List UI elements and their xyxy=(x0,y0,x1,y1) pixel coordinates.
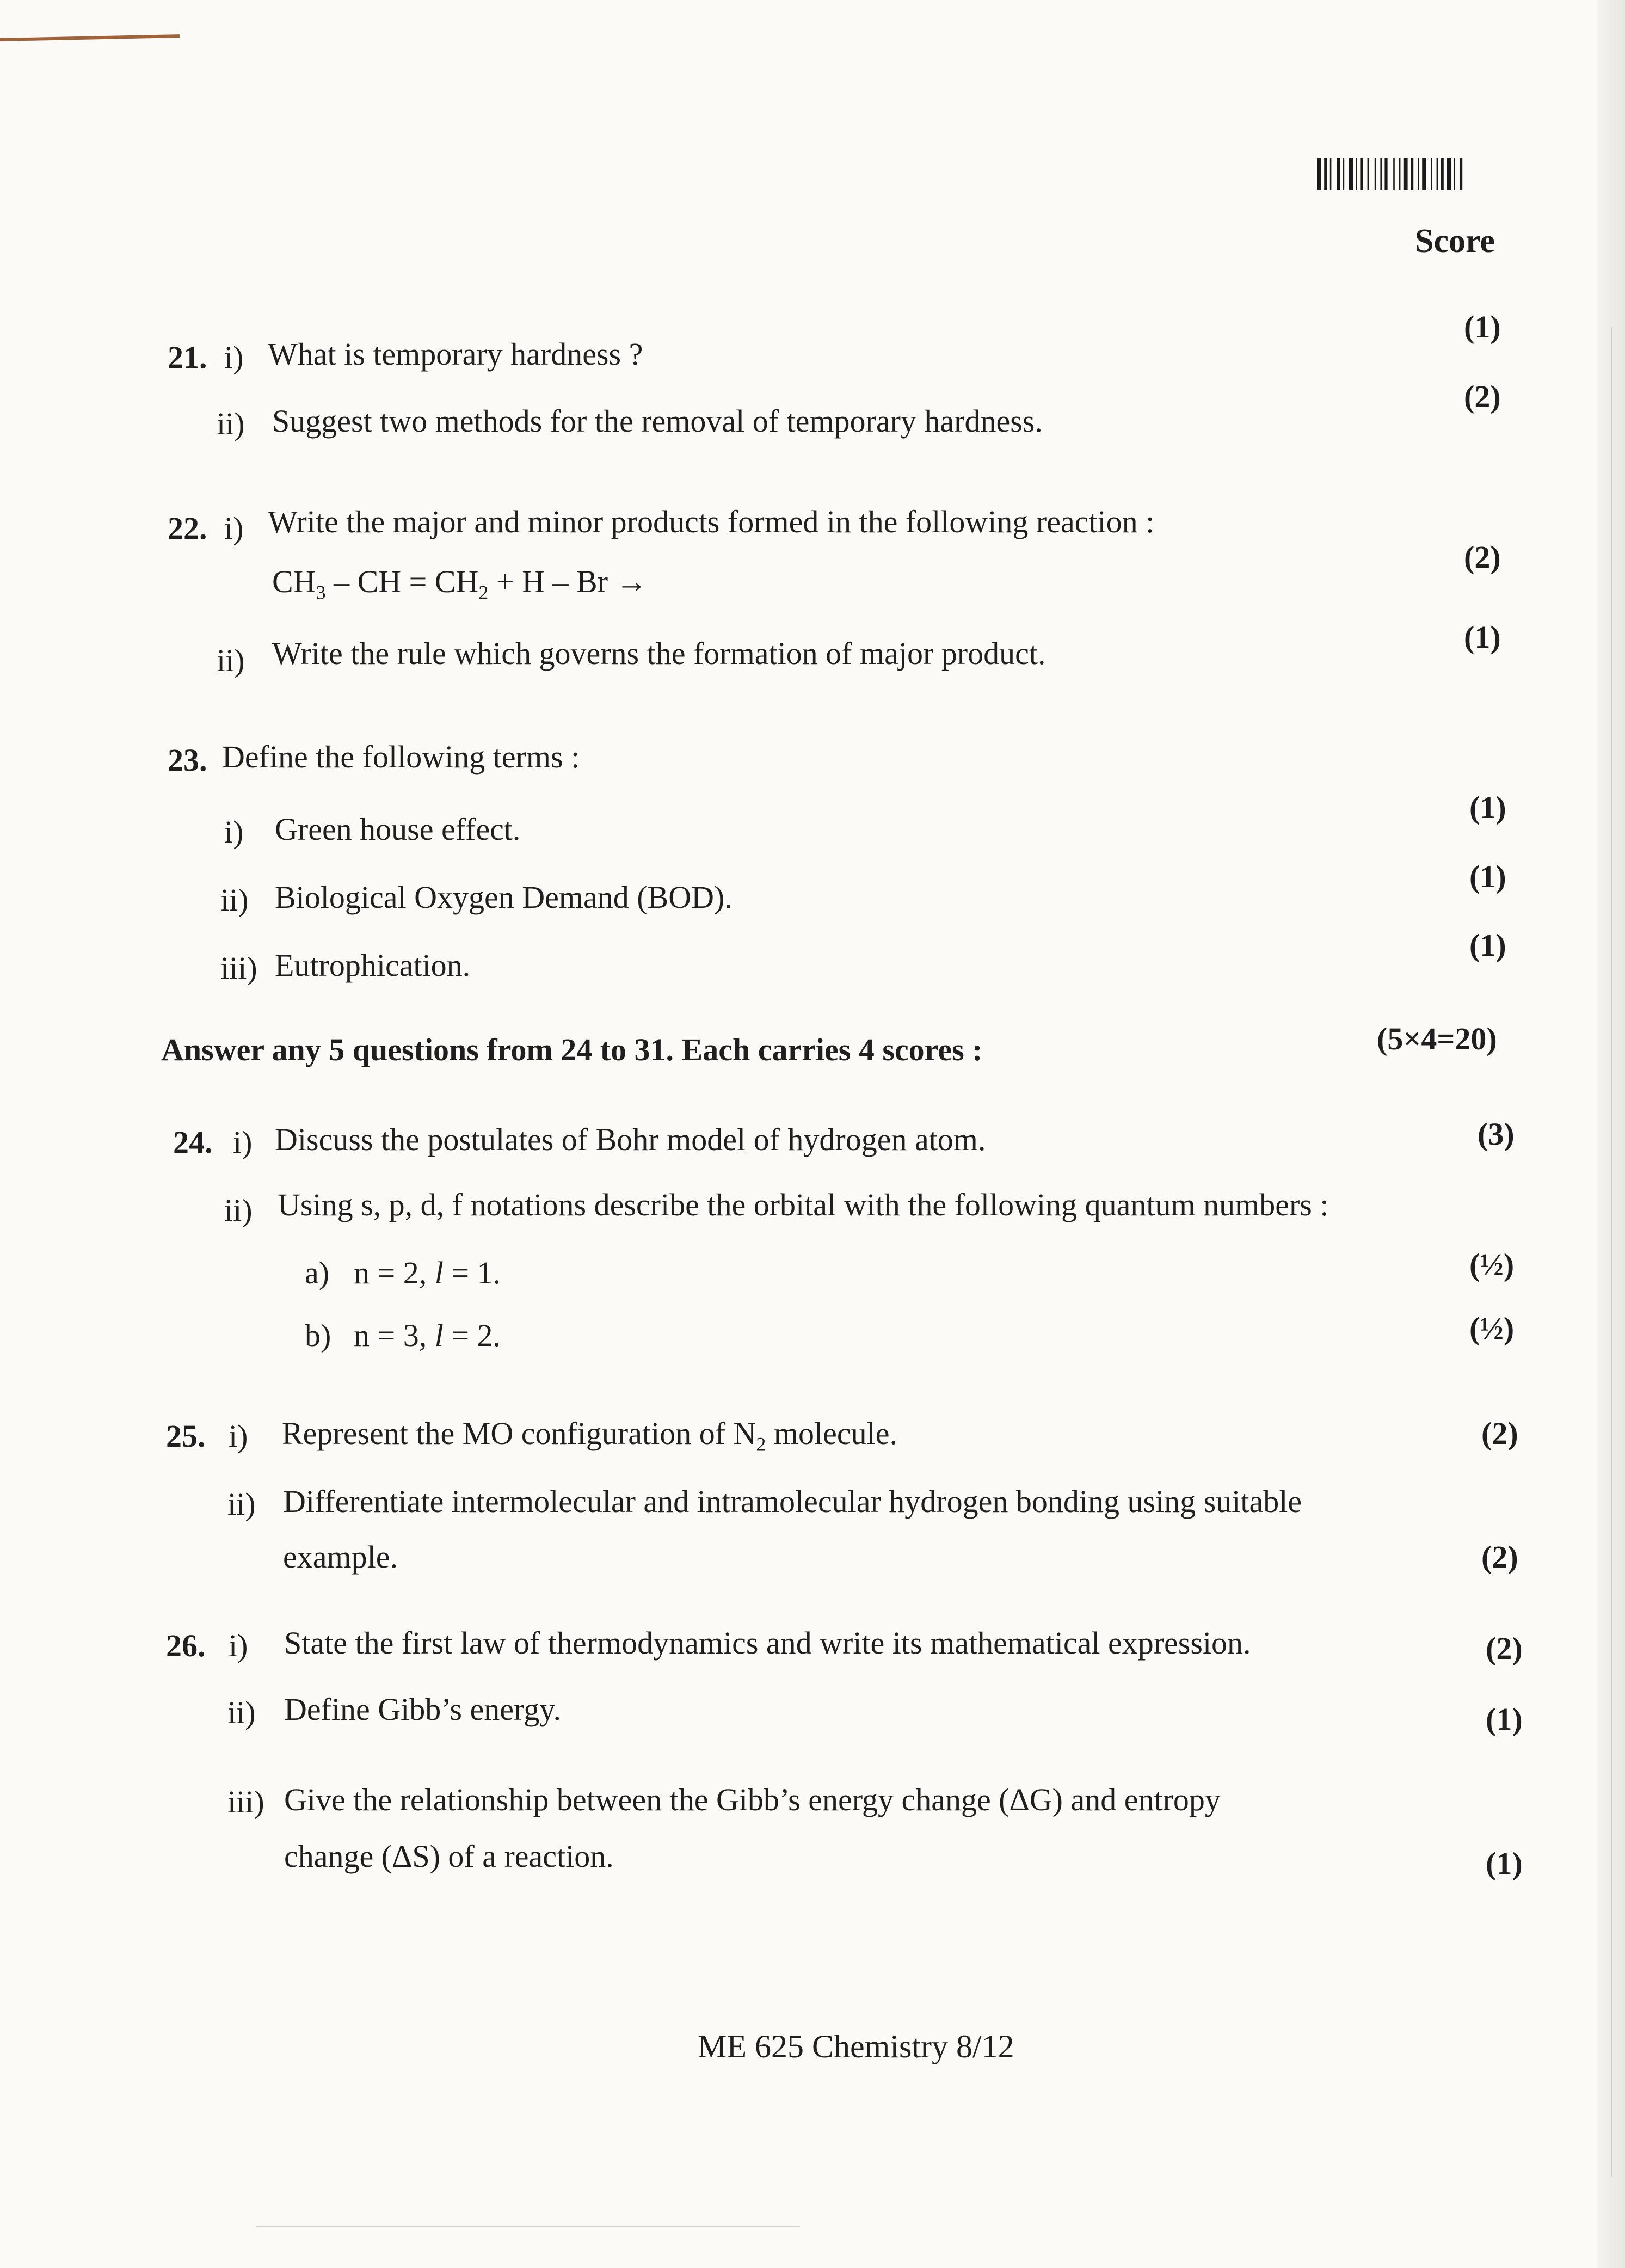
eq-sub-2: 2 xyxy=(478,581,489,604)
q23-item-1-label: i) xyxy=(224,814,244,850)
q22-number: 22. xyxy=(168,511,207,546)
q26-i-text: State the first law of thermodynamics and write its mathematical expression. xyxy=(284,1625,1251,1661)
q24-a-n: n = 2, xyxy=(354,1255,435,1290)
q24-a-rest: = 1. xyxy=(443,1255,501,1290)
q26-iii-text-1: Give the relationship between the Gibb’s energy change (ΔG) and entropy xyxy=(284,1782,1221,1817)
q24-a-label: a) xyxy=(305,1255,330,1290)
q24-b-score: (½) xyxy=(1469,1311,1515,1346)
q24-b-n: n = 3, xyxy=(354,1318,435,1353)
q23-item-3-text: Eutrophication. xyxy=(275,948,471,983)
q24-b-label: b) xyxy=(305,1318,331,1353)
q25-ii-text-1: Differentiate intermolecular and intramolecular hydrogen bonding using suitable xyxy=(283,1484,1302,1519)
eq-ch-mid: – CH = CH xyxy=(325,564,479,599)
q26-iii-label: iii) xyxy=(227,1784,264,1820)
q25-i-sub: 2 xyxy=(756,1433,766,1455)
q24-ii-text: Using s, p, d, f notations describe the orbital with the following quantum numbers : xyxy=(278,1187,1329,1222)
q26-ii-score: (1) xyxy=(1486,1701,1523,1737)
q23-item-3-label: iii) xyxy=(220,950,257,986)
q24-a-l: l xyxy=(434,1255,444,1290)
q25-i-label: i) xyxy=(229,1418,248,1454)
q26-number: 26. xyxy=(166,1628,206,1663)
section-marks: (5×4=20) xyxy=(1377,1021,1497,1056)
q23-item-1-score: (1) xyxy=(1469,790,1506,825)
q23-item-1-text: Green house effect. xyxy=(275,812,521,847)
q24-a-expr xyxy=(354,1257,501,1289)
q24-ii-label: ii) xyxy=(224,1193,253,1228)
eq-hbr: + H – Br → xyxy=(488,564,648,599)
q25-i-text-a: Represent the MO configuration of N xyxy=(282,1416,756,1451)
q25-ii-score: (2) xyxy=(1481,1539,1518,1575)
q26-i-score: (2) xyxy=(1486,1631,1523,1666)
q25-i-text-b: molecule. xyxy=(766,1416,897,1451)
score-header: Score xyxy=(1415,223,1495,260)
q25-ii-label: ii) xyxy=(227,1486,256,1522)
q23-item-2-text: Biological Oxygen Demand (BOD). xyxy=(275,880,733,915)
q22-ii-label: ii) xyxy=(217,643,245,678)
q22-ii-score: (1) xyxy=(1464,619,1501,655)
q24-i-label: i) xyxy=(233,1124,253,1160)
q24-b-expr xyxy=(354,1320,501,1351)
q22-i-text: Write the major and minor products formed in the following reaction : xyxy=(268,504,1155,539)
page-edge-mark xyxy=(0,34,180,41)
page-edge-line xyxy=(1611,327,1612,2177)
q21-ii-text: Suggest two methods for the removal of temporary hardness. xyxy=(272,403,1043,439)
q23-item-3-score: (1) xyxy=(1469,927,1506,963)
section-instruction: Answer any 5 questions from 24 to 31. Each carries 4 scores : xyxy=(161,1032,983,1067)
q23-item-2-score: (1) xyxy=(1469,859,1506,894)
q24-number: 24. xyxy=(173,1124,213,1160)
q22-i-label: i) xyxy=(224,511,244,546)
barcode xyxy=(1317,158,1524,190)
q21-i-text: What is temporary hardness ? xyxy=(268,336,643,372)
q22-i-score: (2) xyxy=(1464,539,1501,575)
page-footer: ME 625 Chemistry 8/12 xyxy=(698,2029,1014,2064)
q24-i-text: Discuss the postulates of Bohr model of hydrogen atom. xyxy=(275,1122,986,1157)
q21-ii-score: (2) xyxy=(1464,379,1501,414)
eq-sub-3: 3 xyxy=(316,581,326,604)
q21-i-score: (1) xyxy=(1464,309,1501,345)
q23-number: 23. xyxy=(168,742,207,778)
q24-a-score: (½) xyxy=(1469,1247,1515,1282)
eq-ch: CH xyxy=(272,564,316,599)
q26-ii-text: Define Gibb’s energy. xyxy=(284,1692,561,1727)
q23-text: Define the following terms : xyxy=(222,739,580,775)
q21-ii-label: ii) xyxy=(217,406,245,441)
q24-i-score: (3) xyxy=(1478,1116,1515,1152)
q26-iii-text-2: change (ΔS) of a reaction. xyxy=(284,1839,614,1874)
q23-item-2-label: ii) xyxy=(220,882,249,918)
q21-number: 21. xyxy=(168,340,207,375)
q21-i-label: i) xyxy=(224,340,244,375)
q26-ii-label: ii) xyxy=(227,1695,256,1730)
bottom-rule xyxy=(256,2226,800,2227)
q25-number: 25. xyxy=(166,1418,206,1454)
q22-equation xyxy=(272,566,648,603)
q26-iii-score: (1) xyxy=(1486,1846,1523,1881)
q24-b-rest: = 2. xyxy=(443,1318,501,1353)
q24-b-l: l xyxy=(434,1318,444,1353)
q25-ii-text-2: example. xyxy=(283,1539,398,1575)
q25-i-text xyxy=(282,1418,897,1455)
q22-ii-text: Write the rule which governs the formation of major product. xyxy=(272,636,1046,671)
q26-i-label: i) xyxy=(229,1628,248,1663)
q25-i-score: (2) xyxy=(1481,1416,1518,1451)
